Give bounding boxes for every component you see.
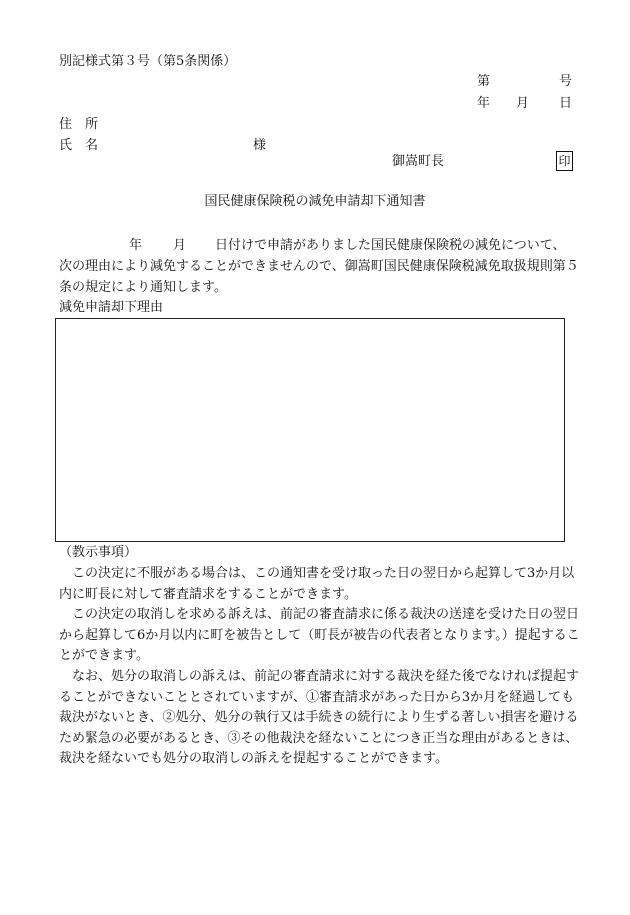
- document-title: 国民健康保険税の減免申請却下通知書: [204, 194, 426, 209]
- number-suffix: 号: [559, 74, 573, 89]
- instruction-paragraph-2: この決定の取消しを求める訴えは、前記の審査請求に係る裁決の送達を受けた日の翌日から起算して6か月以内に町を被告として（町長が被告の代表者となります。）提起することができます。: [59, 607, 580, 664]
- honorific: 様: [253, 138, 267, 153]
- name-label: 氏 名: [59, 138, 99, 153]
- instructions-heading: （教示事項）: [59, 545, 138, 560]
- year-label: 年: [477, 96, 491, 111]
- reason-box: [55, 318, 565, 542]
- month-label: 月: [516, 96, 530, 111]
- date-month: 月: [173, 238, 187, 253]
- instruction-paragraph-1: この決定に不服がある場合は、この通知書を受け取った日の翌日から起算して3か月以内に町長に対して審査請求をすることができます。: [59, 566, 575, 602]
- day-label: 日: [559, 96, 573, 111]
- instruction-paragraph-3: なお、処分の取消しの訴えは、前記の審査請求に対する裁決を経た後でなければ提起することができないこととされていますが、①審査請求があった日から3か月を経過しても裁決がないとき、②処分、処分の執行又は手続きの続行により生ずる著しい損害を避けるため緊急の必要があるとき、③その他裁決を経ないことにつき正当な理由があるときは、裁決を経ないでも処分の取消しの訴えを提起することができます。: [59, 669, 580, 767]
- body-text: 次の理由により減免することができませんので、御嵩町国民健康保険税減免取扱規則第５条の規定により通知します。: [59, 259, 579, 295]
- number-label: 第: [477, 74, 491, 89]
- form-number: 別記様式第３号（第5条関係）: [59, 54, 237, 69]
- seal-mark: 印: [556, 151, 573, 171]
- body-line1: 日付けで申請がありました国民健康保険税の減免について、: [215, 238, 566, 253]
- date-year: 年: [129, 238, 143, 253]
- address-label: 住 所: [59, 117, 99, 132]
- reason-label: 減免申請却下理由: [59, 300, 164, 315]
- issuer-title: 御嵩町長: [392, 154, 445, 169]
